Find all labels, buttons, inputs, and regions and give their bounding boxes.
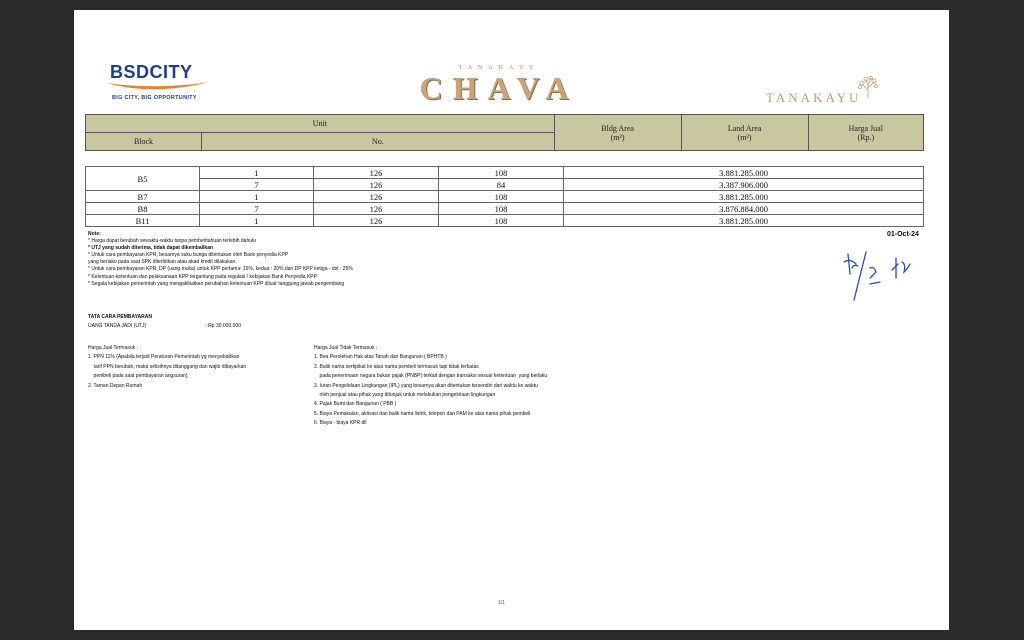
table-row [86,191,924,203]
no-cell: 1 [200,167,314,179]
land-area-label: Land Area [727,123,762,133]
included-title: Harga Jual Termasuk : [88,345,138,351]
bsd-city-logo [104,62,214,106]
price-cell: 3.876.884.000 [564,203,924,215]
included-item: 1. PPN 11% (Apabila terjadi Peraturan Pemerintah yg menyebabkan [88,354,240,361]
land-area-header [681,115,808,151]
note-item: yang berlaku pada saat SPK diterbitkan atau akad kredit dilakukan. [88,259,237,266]
note-item: * Segala kebijakan pemerintah yang mengakibatkan perubahan ketentuan KPP diluar tanggung jawab pengembang [88,280,345,287]
land-cell: 108 [439,191,564,203]
tree-icon [856,76,880,98]
document-page [74,10,949,630]
excluded-item: 6. Biaya - biaya KPR dll [314,420,367,427]
no-cell: 7 [200,203,314,215]
note-item: * Untuk cara pembayaran KPR, DP (uang muka) untuk KPP pertama: 15%, kedua : 20% dan DP KPP ketiga - dst : 25% [88,266,353,273]
land-area-unit: (m²) [737,132,752,142]
block-cell: B11 [86,215,200,227]
note-item: * Ketentuan-ketentuan dan pelaksanaan KPP tergantung pada regulasi / kebijakan Bank Penyedia KPP [88,273,317,280]
land-cell: 84 [439,179,564,191]
land-cell: 108 [439,167,564,179]
excluded-item: 1. Bea Perolehan Hak atas Tanah dan Bangunan ( BPHTB ) [314,354,447,361]
excluded-item: 4. Pajak Bumi dan Bangunan ( PBB ) [314,401,397,408]
price-cell: 3.881.285.000 [564,167,924,179]
bldg-cell: 126 [314,191,439,203]
note-item: * Harga dapat berubah sewaktu-waktu tanpa pemberitahuan terlebih dahulu [88,238,256,245]
included-item: tarif PPN berubah, maka selisihnya ditanggung dan wajib dibayarkan [88,363,247,370]
block-cell: B7 [86,191,200,203]
excluded-title: Harga Jual Tidak Termasuk : [314,345,378,351]
table-row [86,215,924,227]
land-cell: 108 [439,203,564,215]
no-cell: 1 [200,215,314,227]
tanakayu-logo: TANAKAYU [766,90,862,105]
excluded-item: 5. Biaya Pemakaian, aktivasi dan balik nama listrik, telepon dan PAM ke atas nama pihak pembeli [314,410,531,417]
price-label: Harga Jual [848,123,883,133]
excluded-item: pada penerimaan negara bukan pajak (PNBP) terkait dengan transaksi sesuai ketentuan yang berlaku [314,373,548,380]
price-table-body [85,166,924,227]
land-cell: 108 [439,215,564,227]
bldg-area-label: Bldg Area [601,123,634,133]
price-unit: (Rp.) [857,132,875,142]
document-date: 01-Oct-24 [887,231,919,238]
bsd-logo-text: BSDCITY [110,62,193,82]
block-cell: B8 [86,203,200,215]
included-item: pembeli pada saat pembayaran angsuran) [88,373,188,380]
price-header [808,115,923,151]
no-header: No. [202,133,555,151]
excluded-section [314,344,614,429]
no-cell: 1 [200,191,314,203]
note-item: * UTJ yang sudah diterima, tidak dapat dikembalikan [88,245,214,252]
payment-title: TATA CARA PEMBAYARAN [88,314,152,320]
utj-row [88,323,241,329]
block-header: Block [86,133,202,151]
excluded-item: 2. Balik nama sertipikat ke atas nama pembeli termasuk tapi tidak terbatas [314,363,479,370]
block-cell: B5 [86,167,200,191]
chava-logo [414,65,584,115]
notes-section [88,231,408,288]
bsd-swoosh-icon [104,80,214,94]
bldg-cell: 126 [314,179,439,191]
price-cell: 3.387.906.000 [564,179,924,191]
table-row [86,167,924,179]
bldg-area-header [554,115,681,151]
bldg-cell: 126 [314,167,439,179]
table-row [86,203,924,215]
unit-header: Unit [86,115,555,133]
price-table-header [85,114,924,151]
utj-value: : Rp 30.000.000 [205,323,241,329]
bldg-cell: 126 [314,215,439,227]
handwritten-signature [840,244,930,304]
included-section [88,344,288,391]
bsd-tagline: BIG CITY, BIG OPPORTUNITY [112,95,197,101]
price-cell: 3.881.285.000 [564,215,924,227]
bldg-area-unit: (m²) [610,132,625,142]
payment-section [88,314,241,329]
notes-title: Note: [88,231,101,237]
chava-subtitle: TANAKAYU [458,65,540,71]
note-item: * Untuk cara pembayaran KPR, besarnya suku bunga ditentukan oleh Bank penyedia KPP [88,252,289,259]
bldg-cell: 126 [314,203,439,215]
chava-title: CHAVA [419,70,579,106]
excluded-item: oleh penjual atau pihak yang ditunjuk untuk melakukan pengelolaan lingkungan [314,392,496,399]
no-cell: 7 [200,179,314,191]
page-number: 1/1 [498,600,505,606]
price-cell: 3.881.285.000 [564,191,924,203]
utj-label: UANG TANDA JADI (UTJ) [88,323,147,329]
included-item: 2. Taman Depan Rumah [88,382,143,389]
table-row [86,179,924,191]
excluded-item: 3. Iuran Pengelolaan Lingkungan (IPL) yang besarnya akan ditentukan tersendiri dari waktu ke waktu [314,382,538,389]
